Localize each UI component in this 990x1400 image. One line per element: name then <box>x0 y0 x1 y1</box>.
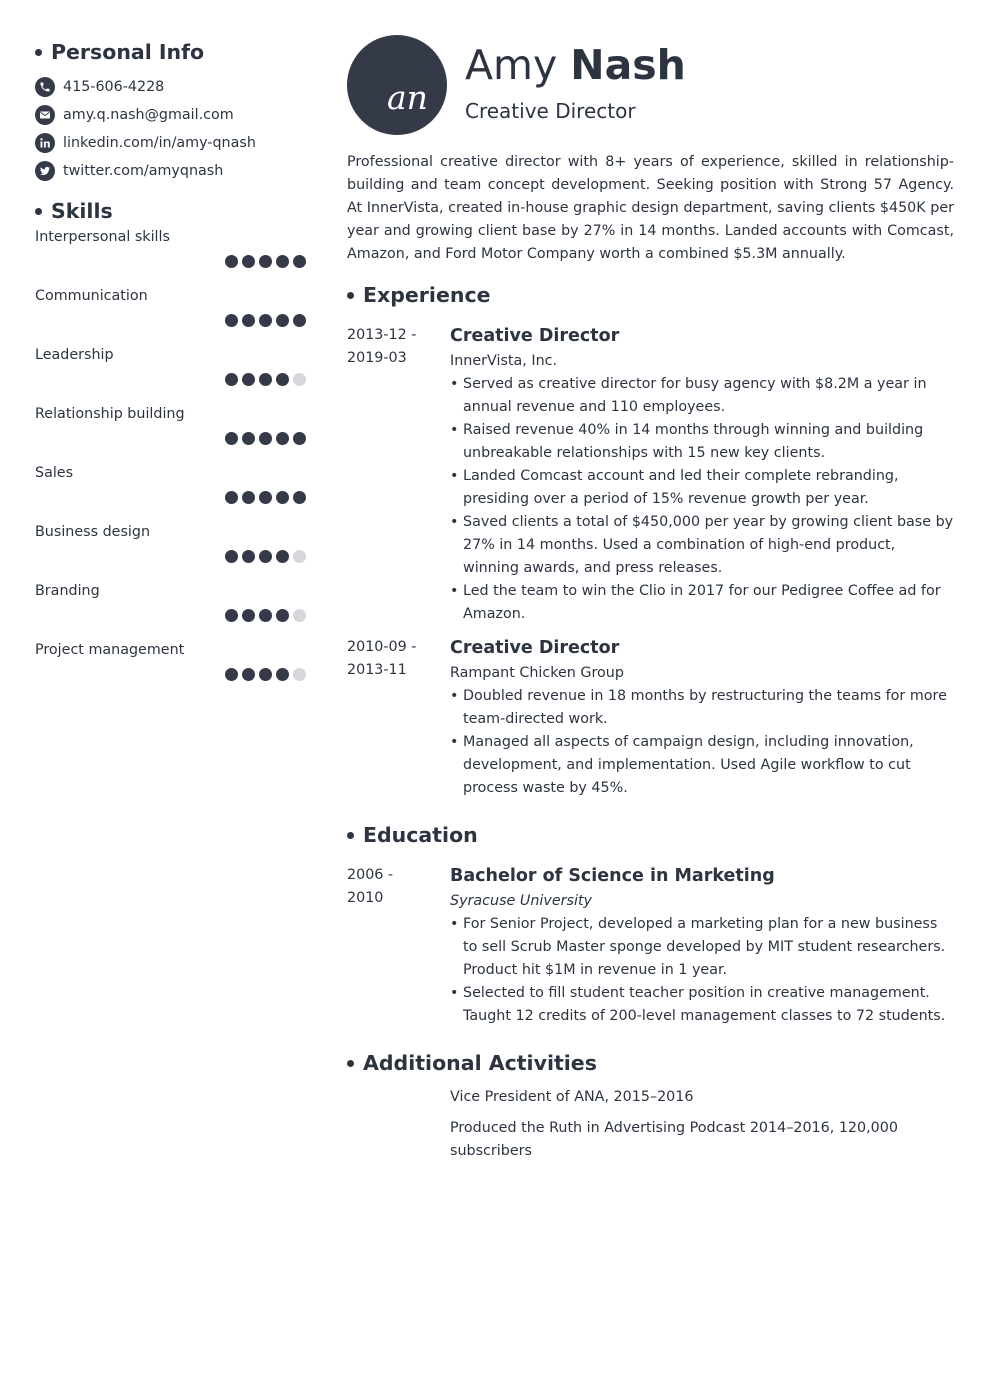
contact-linkedin <box>35 129 310 157</box>
skill-rating <box>221 609 306 622</box>
skill-row <box>35 227 310 286</box>
linkedin-icon <box>35 133 55 153</box>
rating-dot-filled <box>242 255 255 268</box>
linkedin-link[interactable]: linkedin.com/in/amy-qnash <box>63 135 256 151</box>
rating-dot-filled <box>276 491 289 504</box>
skill-name: Relationship building <box>35 406 185 422</box>
rating-dot-filled <box>259 550 272 563</box>
achievement-list <box>450 685 954 800</box>
experience-title: Experience <box>363 283 491 307</box>
rating-dot-filled <box>242 550 255 563</box>
achievement-item: • Saved clients a total of $450,000 per year by growing client base by 27% in 14 months. Used a combination of high-end product, winning awards, and press releases. <box>450 511 954 580</box>
avatar <box>347 35 447 135</box>
bullet-dot <box>347 292 354 299</box>
date-end: 2019-03 <box>347 350 407 366</box>
contact-email <box>35 101 310 129</box>
job-title: Creative Director <box>465 99 636 123</box>
skill-rating <box>221 668 306 681</box>
bullet-dot <box>35 208 42 215</box>
phone-text: 415-606-4228 <box>63 79 165 95</box>
achievement-item: • Landed Comcast account and led their complete rebranding, presiding over a period of 15% revenue growth per year. <box>450 465 954 511</box>
rating-dot-filled <box>259 255 272 268</box>
rating-dot-filled <box>225 491 238 504</box>
experience-heading <box>347 280 954 310</box>
rating-dot-filled <box>242 491 255 504</box>
skill-name: Project management <box>35 642 185 658</box>
main-column <box>347 35 954 1171</box>
personal-info-heading <box>35 36 310 68</box>
rating-dot-filled <box>259 373 272 386</box>
skill-name: Sales <box>35 465 74 481</box>
skill-row <box>35 640 310 699</box>
date-start: 2010-09 - <box>347 639 417 655</box>
name-block <box>465 35 686 123</box>
rating-dot-filled <box>225 314 238 327</box>
skill-name: Leadership <box>35 347 114 363</box>
skill-row <box>35 345 310 404</box>
achievement-item: • Selected to fill student teacher position in creative management. Taught 12 credits of 200-level management classes to 72 students. <box>450 982 954 1028</box>
entry-dates <box>347 862 450 1028</box>
skill-row <box>35 404 310 463</box>
phone-icon <box>35 77 55 97</box>
rating-dot-filled <box>242 609 255 622</box>
bullet-dot <box>347 1060 354 1067</box>
contact-list <box>35 73 310 185</box>
rating-dot-empty <box>293 550 306 563</box>
twitter-icon <box>35 161 55 181</box>
entry-body <box>450 322 954 626</box>
rating-dot-empty <box>293 668 306 681</box>
entry-body <box>450 862 954 1028</box>
date-end: 2013-11 <box>347 662 407 678</box>
experience-entry <box>347 322 954 626</box>
rating-dot-filled <box>225 255 238 268</box>
skill-row <box>35 581 310 640</box>
avatar-initials: an <box>387 78 428 117</box>
skill-rating <box>221 432 306 445</box>
email-link[interactable]: amy.q.nash@gmail.com <box>63 107 234 123</box>
rating-dot-filled <box>293 314 306 327</box>
rating-dot-filled <box>259 491 272 504</box>
entry-dates <box>347 322 450 626</box>
rating-dot-filled <box>293 432 306 445</box>
contact-twitter <box>35 157 310 185</box>
degree-name: Bachelor of Science in Marketing <box>450 866 775 886</box>
resume-header <box>347 35 954 147</box>
rating-dot-filled <box>293 491 306 504</box>
rating-dot-filled <box>259 432 272 445</box>
skill-name: Communication <box>35 288 148 304</box>
school-name: Syracuse University <box>450 893 593 909</box>
entry-body <box>450 634 954 800</box>
skill-rating <box>221 255 306 268</box>
education-title: Education <box>363 823 478 847</box>
job-role: Creative Director <box>450 638 620 658</box>
entry-dates <box>347 634 450 800</box>
achievement-item: • Raised revenue 40% in 14 months through winning and building unbreakable relationships with 15 new key clients. <box>450 419 954 465</box>
company-name: Rampant Chicken Group <box>450 665 624 681</box>
achievement-item: • For Senior Project, developed a marketing plan for a new business to sell Scrub Master sponge developed by MIT student researchers. Product hit $1M in revenue in 1 year. <box>450 913 954 982</box>
experience-entry <box>347 634 954 800</box>
full-name <box>465 41 686 89</box>
skill-name: Branding <box>35 583 100 599</box>
rating-dot-filled <box>259 609 272 622</box>
skill-rating <box>221 373 306 386</box>
personal-info-title: Personal Info <box>51 40 205 64</box>
rating-dot-filled <box>242 373 255 386</box>
rating-dot-filled <box>276 432 289 445</box>
date-start: 2013-12 - <box>347 327 417 343</box>
bullet-dot <box>347 832 354 839</box>
rating-dot-filled <box>259 668 272 681</box>
education-heading <box>347 820 954 850</box>
skill-rating <box>221 550 306 563</box>
skill-row <box>35 463 310 522</box>
rating-dot-filled <box>276 373 289 386</box>
rating-dot-filled <box>276 550 289 563</box>
skills-list <box>35 227 310 699</box>
twitter-link[interactable]: twitter.com/amyqnash <box>63 163 224 179</box>
sidebar <box>35 36 310 699</box>
activities-title: Additional Activities <box>363 1051 597 1075</box>
activities-heading <box>347 1048 954 1078</box>
rating-dot-filled <box>276 668 289 681</box>
email-icon <box>35 105 55 125</box>
last-name: Nash <box>570 41 686 89</box>
achievement-item: • Managed all aspects of campaign design, including innovation, development, and implementation. Used Agile workflow to cut process waste by 45%. <box>450 731 954 800</box>
rating-dot-filled <box>276 314 289 327</box>
date-start: 2006 - <box>347 867 394 883</box>
rating-dot-filled <box>225 668 238 681</box>
rating-dot-filled <box>225 550 238 563</box>
achievement-item: • Served as creative director for busy agency with $8.2M a year in annual revenue and 110 employees. <box>450 373 954 419</box>
achievement-item: • Led the team to win the Clio in 2017 for our Pedigree Coffee ad for Amazon. <box>450 580 954 626</box>
job-role: Creative Director <box>450 326 620 346</box>
achievement-item: • Doubled revenue in 18 months by restructuring the teams for more team-directed work. <box>450 685 954 731</box>
rating-dot-empty <box>293 609 306 622</box>
rating-dot-filled <box>225 432 238 445</box>
skill-name: Interpersonal skills <box>35 229 170 245</box>
summary-text: Professional creative director with 8+ years of experience, skilled in relationship-building and team concept development. Seeking position with Strong 57 Agency. At InnerVista, created in-house graphic design department, saving clients $450K per year and growing client base by 27% in 14 months. Landed accounts with Comcast, Amazon, and Ford Motor Company worth a combined $5.3M annually. <box>347 154 954 262</box>
skill-rating <box>221 491 306 504</box>
activity-item: Produced the Ruth in Advertising Podcast 2014–2016, 120,000 subscribers <box>450 1120 898 1159</box>
rating-dot-filled <box>293 255 306 268</box>
date-end: 2010 <box>347 890 384 906</box>
rating-dot-filled <box>225 373 238 386</box>
rating-dot-filled <box>242 432 255 445</box>
rating-dot-filled <box>225 609 238 622</box>
rating-dot-filled <box>242 668 255 681</box>
rating-dot-empty <box>293 373 306 386</box>
company-name: InnerVista, Inc. <box>450 353 558 369</box>
skill-row <box>35 286 310 345</box>
achievement-list <box>450 373 954 626</box>
activity-item: Vice President of ANA, 2015–2016 <box>450 1089 694 1105</box>
rating-dot-filled <box>259 314 272 327</box>
skill-row <box>35 522 310 581</box>
achievement-list <box>450 913 954 1028</box>
education-entry <box>347 862 954 1028</box>
rating-dot-filled <box>276 609 289 622</box>
rating-dot-filled <box>276 255 289 268</box>
activities-list <box>450 1086 954 1163</box>
skills-heading <box>35 195 310 227</box>
first-name: Amy <box>465 41 558 89</box>
skill-name: Business design <box>35 524 151 540</box>
skill-rating <box>221 314 306 327</box>
bullet-dot <box>35 49 42 56</box>
skills-title: Skills <box>51 199 113 223</box>
contact-phone <box>35 73 310 101</box>
rating-dot-filled <box>242 314 255 327</box>
